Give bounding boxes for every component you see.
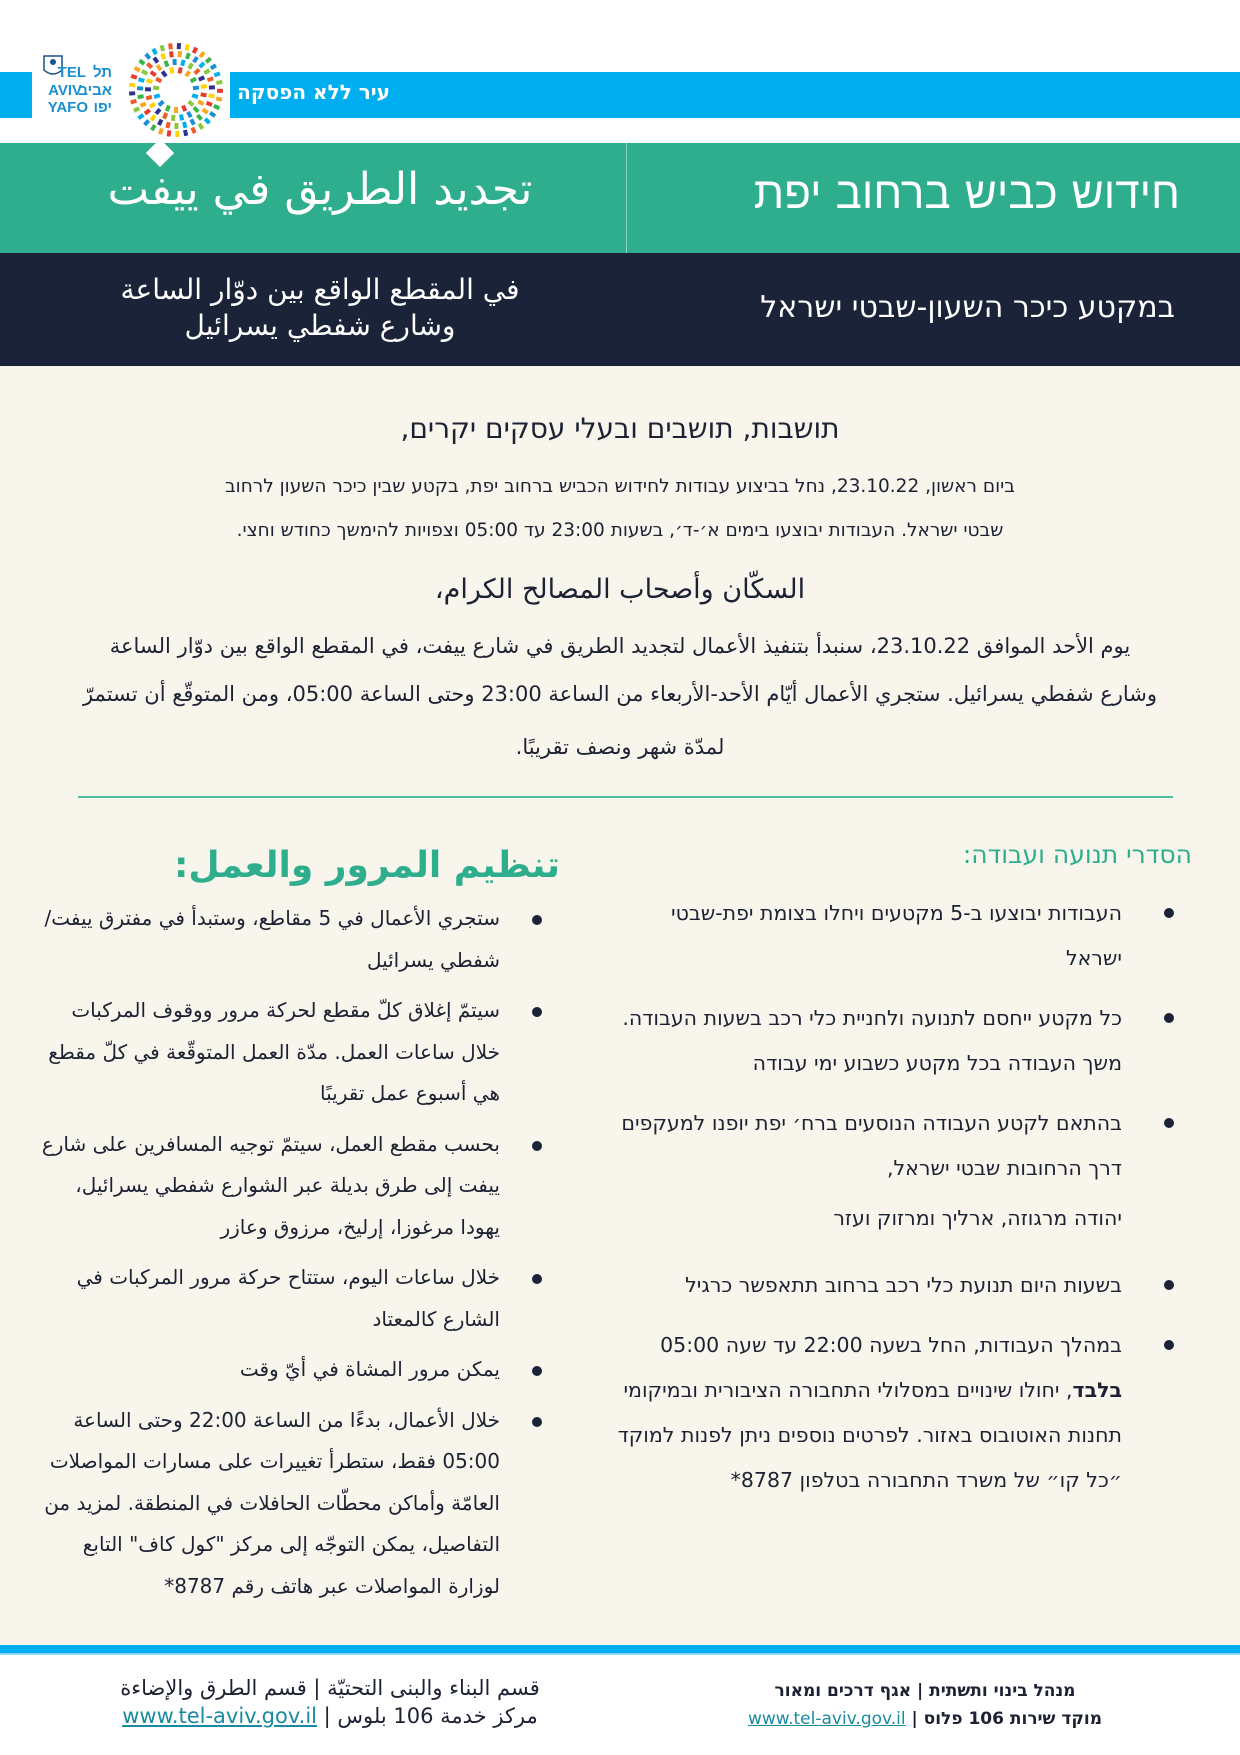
burst-mark [134, 66, 141, 72]
svg-text:YAFO: YAFO [47, 99, 88, 116]
burst-mark [209, 85, 215, 89]
burst-mark [146, 95, 153, 100]
footer-service-center: מוקד שירות 106 פלוס | [905, 1709, 1103, 1729]
burst-mark [193, 68, 200, 75]
burst-mark [129, 83, 135, 88]
hebrew-column [612, 840, 1192, 1518]
burst-mark [146, 78, 153, 84]
burst-mark [192, 47, 198, 54]
burst-mark [153, 57, 160, 64]
burst-mark [164, 60, 170, 67]
burst-mark [149, 102, 156, 109]
svg-text:אביב: אביב [78, 82, 112, 99]
bullet-icon [532, 915, 542, 925]
burst-mark [151, 48, 157, 55]
burst-mark [138, 59, 145, 66]
list-item-text: העבודות יבוצעו ב-5 מקטעים ויחלו בצומת יפת-שבטי ישראל [671, 901, 1122, 970]
burst-mark [131, 74, 138, 80]
burst-mark [140, 102, 147, 108]
list-item-text: خلال الأعمال، بدءًا من الساعة 22:00 وحتى الساعة 05:00 فقط، ستطرأ تغييرات على مسارات المواصلات العامّة وأماكن محطّات الحافلات في المنطقة. لمزيد من التفاصيل، يمكن التوجّه إلى مركز "كول كاف" التابع لوزارة المواصلات عبر هاتف رقم 8787* [44, 1407, 500, 1598]
burst-mark [216, 80, 223, 85]
burst-mark [204, 117, 211, 124]
burst-mark [184, 44, 189, 51]
burst-mark [217, 89, 223, 93]
svg-text:יפו: יפו [93, 99, 112, 116]
burst-mark [156, 64, 163, 71]
hebrew-column-title: הסדרי תנועה ועבודה: [962, 840, 1192, 869]
burst-mark [150, 114, 157, 121]
burst-mark [150, 70, 157, 77]
list-item-text: يمكن مرور المشاة في أيّ وقت [239, 1357, 500, 1381]
footer-blue-bar [0, 1645, 1240, 1655]
burst-mark [144, 108, 151, 115]
burst-mark [201, 84, 207, 89]
list-item-continuation: יהודה מרגוזה, ארליך ומרזוק ועזר [833, 1206, 1122, 1230]
tel-aviv-yafo-logo [36, 38, 236, 148]
burst-mark [168, 43, 173, 49]
burst-mark [175, 131, 179, 137]
burst-mark [200, 92, 207, 97]
svg-text:AVIV: AVIV [48, 82, 82, 99]
burst-mark [209, 111, 216, 118]
burst-mark [203, 68, 210, 74]
svg-text:תל: תל [92, 64, 112, 81]
burst-mark [137, 86, 143, 90]
burst-mark [133, 106, 140, 112]
burst-mark [138, 77, 145, 83]
burst-mark [208, 93, 215, 98]
list-item-text: سيتمّ إغلاق كلّ مقطع لحركة مرور ووقوف المركبات خلال ساعات العمل. مدّة العمل المتوقّعة في كلّ مقطع هي أسبوع عمل تقريبًا [48, 998, 500, 1105]
list-item [35, 1349, 560, 1391]
title-divider [626, 143, 627, 253]
burst-mark [192, 56, 199, 63]
footer-hebrew [690, 1677, 1160, 1733]
burst-mark [206, 101, 213, 107]
burst-mark [143, 119, 150, 126]
burst-mark [187, 63, 194, 70]
burst-mark [174, 107, 178, 113]
burst-mark [197, 100, 204, 106]
burst-mark [157, 119, 163, 126]
burst-mark [198, 61, 205, 68]
list-item [35, 1257, 560, 1340]
list-item-text: בשעות היום תנועת כלי רכב ברחוב תתאפשר כרגיל [685, 1273, 1122, 1297]
arabic-column [35, 845, 560, 1616]
list-item [612, 1263, 1192, 1308]
website-link[interactable]: www.tel-aviv.gov.il [122, 1704, 317, 1728]
list-item-text: خلال ساعات اليوم، ستتاح حركة مرور المركبات في الشارع كالمعتاد [76, 1265, 500, 1331]
burst-mark [179, 114, 184, 121]
bullet-icon [532, 1417, 542, 1427]
list-item [35, 1400, 560, 1608]
list-item-text: במהלך העבודות, החל בשעה 22:00 עד שעה 05:00 [660, 1333, 1122, 1357]
burst-mark [177, 51, 182, 57]
list-item-text: כל מקטע ייחסם לתנועה ולחניית כלי רכב בשעות העבודה. משך העבודה בכל מקטע כשבוע ימי עבודה [622, 1006, 1122, 1075]
subtitle-arabic [60, 272, 580, 344]
burst-mark [199, 51, 206, 58]
hebrew-bullet-list-cont [612, 1263, 1192, 1503]
burst-mark [214, 71, 221, 77]
burst-mark [158, 100, 165, 107]
burst-mark [210, 64, 217, 71]
burst-mark [191, 127, 197, 134]
burst-mark [167, 130, 172, 137]
burst-mark [166, 122, 171, 129]
footer-arabic-dept: قسم البناء والبنى التحتيّة | قسم الطرق والإضاءة [120, 1676, 540, 1700]
burst-mark [162, 112, 168, 119]
footer-arabic-contact [80, 1702, 580, 1730]
burst-mark [129, 91, 135, 95]
svg-text:TEL: TEL [57, 64, 86, 81]
bullet-icon [532, 1366, 542, 1376]
list-item [612, 1101, 1192, 1191]
title-hebrew: חידוש כביש ברחוב יפת [753, 168, 1180, 219]
burst-mark [193, 106, 200, 113]
burst-mark [150, 124, 157, 131]
burst-mark [178, 67, 183, 74]
burst-mark [186, 111, 192, 118]
bullet-icon [1164, 1118, 1174, 1128]
burst-mark [189, 118, 195, 125]
burst-mark [155, 108, 162, 115]
list-item [35, 990, 560, 1115]
list-item [35, 898, 560, 981]
footer-hebrew-dept: מנהל בינוי ותשתית | אגף דרכים ומאור [774, 1681, 1076, 1701]
intro-arabic-line: وشارع شفطي يسرائيل. ستجري الأعمال أيّام الأحد-الأربعاء من الساعة 23:00 وحتى الساعة 05:00، ومن المتوقّع أن تستمرّ [82, 682, 1158, 706]
burst-mark [141, 69, 148, 75]
subtitle-hebrew: במקטע כיכר השעון-שבטי ישראל [760, 290, 1175, 325]
list-item [612, 1323, 1192, 1503]
footer-arabic [80, 1674, 580, 1730]
greeting-hebrew: תושבות, תושבים ובעלי עסקים יקרים, [400, 412, 840, 445]
list-item-text: , יחולו שינויים במסלולי התחבורה הציבורית ובמיקומי תחנות האוטובוס באזור. לפרטים נוספים ניתן לפנות למוקד ״כל קו״ של משרד התחבורה בטלפון 8787* [617, 1378, 1122, 1492]
bullet-icon [1164, 1280, 1174, 1290]
list-item-text: ستجري الأعمال في 5 مقاطع، وستبدأ في مفترق ييفت/شفطي يسرائيل [44, 906, 500, 972]
burst-mark [130, 99, 137, 104]
burst-mark [185, 53, 191, 60]
burst-mark [160, 45, 166, 52]
burst-mark [182, 122, 187, 129]
burst-mark [198, 75, 205, 81]
burst-mark [172, 59, 176, 65]
title-arabic: تجديد الطريق في ييفت [107, 164, 533, 215]
bullet-icon [1164, 908, 1174, 918]
burst-mark [145, 87, 151, 91]
list-item [612, 891, 1192, 981]
website-link[interactable]: www.tel-aviv.gov.il [747, 1709, 906, 1729]
intro-hebrew-line: ביום ראשון, 23.10.22, נחל בביצוע עבודות לחידוש הכביש ברחוב יפת, בקטע שבין כיכר השעון לרחוב [224, 476, 1016, 497]
intro-hebrew-line: שבטי ישראל. העבודות יבוצעו בימים א׳-ד׳, בשעות 23:00 עד 05:00 וצפויות להימשך כחודש וחצי. [236, 520, 1004, 541]
burst-mark [137, 94, 144, 99]
footer-service-center: مركز خدمة 106 بلوس | [316, 1704, 538, 1728]
burst-mark [207, 76, 214, 82]
burst-mark [202, 108, 209, 115]
burst-mark [184, 70, 191, 77]
header-blue-bar-left [0, 72, 32, 118]
slogan: עיר ללא הפסקה [237, 80, 390, 104]
burst-mark [216, 97, 223, 102]
burst-mark [196, 114, 203, 121]
burst-mark [193, 86, 199, 91]
list-item-text: בהתאם לקטע העבודה הנוסעים ברח׳ יפת יופנו למעקפים דרך הרחובות שבטי ישראל, [621, 1111, 1122, 1180]
list-item-bold-text: בלבד [1072, 1378, 1122, 1402]
burst-mark [183, 130, 188, 137]
greeting-arabic: السكّان وأصحاب المصالح الكرام، [434, 574, 806, 605]
footer-hebrew-contact [690, 1705, 1160, 1733]
burst-mark [154, 93, 161, 99]
burst-mark [171, 115, 176, 121]
subtitle-arabic-line: وشارع شفطي يسرائيل [184, 309, 456, 342]
burst-mark [192, 93, 199, 99]
burst-mark [198, 123, 205, 130]
bullet-icon [532, 1007, 542, 1017]
burst-mark [181, 105, 187, 112]
hebrew-bullet-list [612, 891, 1192, 1191]
bullet-icon [1164, 1340, 1174, 1350]
arabic-column-title: تنظيم المرور والعمل: [174, 845, 560, 886]
burst-mark [190, 77, 197, 83]
burst-mark [169, 51, 174, 57]
intro-arabic-line: لمدّة شهر ونصف تقريبًا. [515, 735, 725, 759]
list-item-text: بحسب مقطع العمل، سيتمّ توجيه المسافرين على شارع ييفت إلى طرق بديلة عبر الشوارع شفطي يسرائيل، يهودا مرغوزا، إرليخ، مرزوق وعازر [41, 1131, 500, 1239]
bullet-icon [532, 1274, 542, 1284]
burst-mark [169, 67, 174, 74]
divider-line [78, 796, 1173, 798]
burst-mark [153, 86, 159, 91]
list-item [35, 1124, 560, 1249]
arabic-bullet-list [35, 898, 560, 1607]
burst-mark [144, 53, 151, 60]
list-item [612, 996, 1192, 1086]
burst-mark [177, 43, 181, 49]
burst-mark [155, 77, 162, 83]
burst-mark [161, 70, 168, 77]
bullet-icon [532, 1141, 542, 1151]
burst-mark [205, 57, 212, 64]
burst-mark [137, 113, 144, 120]
burst-mark [187, 100, 194, 107]
bullet-icon [1164, 1013, 1174, 1023]
intro-arabic-line: يوم الأحد الموافق 23.10.22، سنبدأ بتنفيذ الأعمال لتجديد الطريق في شارع ييفت، في المقطع الواقع بين دوّار الساعة [109, 634, 1131, 658]
colorful-burst-icon [129, 43, 223, 137]
burst-mark [174, 123, 178, 129]
burst-mark [213, 104, 220, 110]
burst-mark [158, 128, 164, 135]
subtitle-arabic-line: في المقطع الواقع بين دوّار الساعة [120, 273, 520, 306]
burst-mark [180, 59, 185, 66]
burst-mark [165, 105, 171, 112]
burst-mark [146, 62, 153, 69]
burst-mark [160, 53, 166, 60]
